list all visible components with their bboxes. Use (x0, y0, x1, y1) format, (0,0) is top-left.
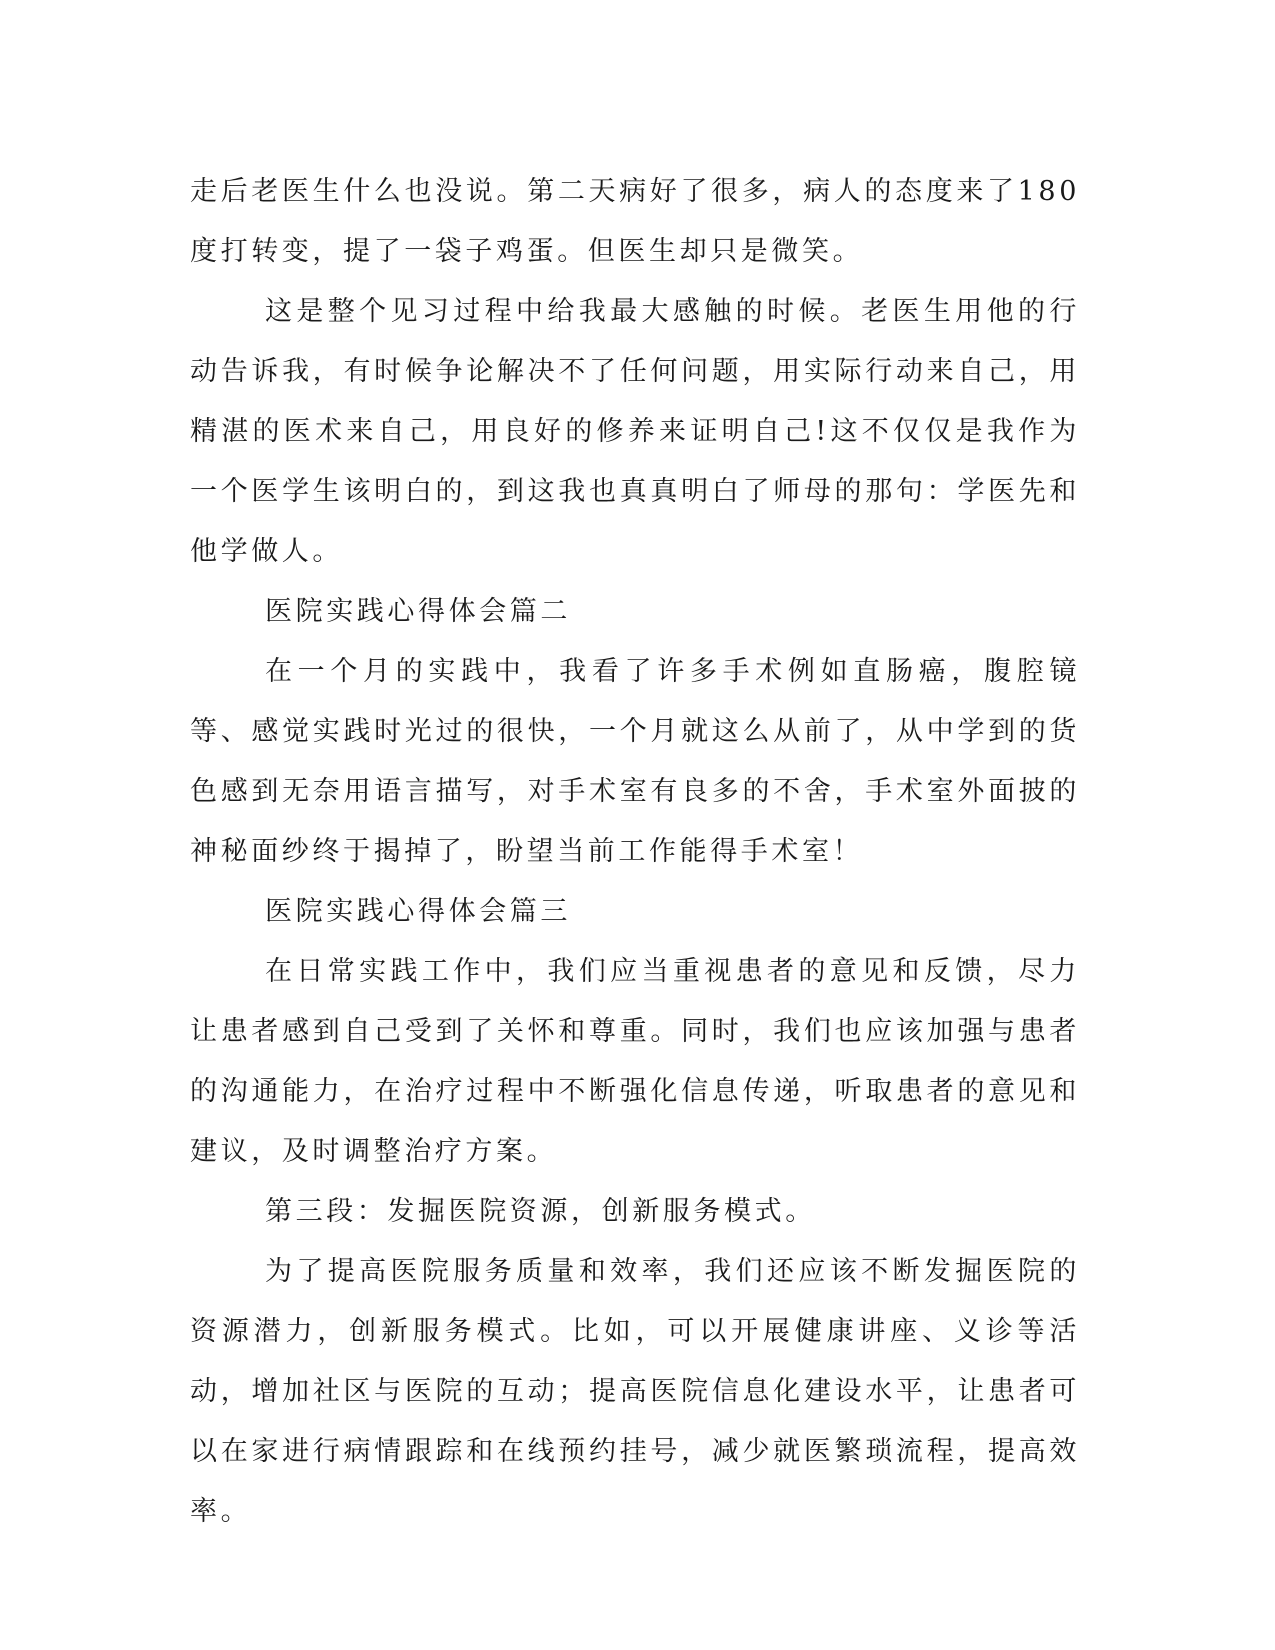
paragraph-reflection: 这是整个见习过程中给我最大感触的时候。老医生用他的行动告诉我，有时候争论解决不了任何问题，用实际行动来自己，用精湛的医术来自己，用良好的修养来证明自己!这不仅仅是我作为一个医学生该明白的，到这我也真真明白了师母的那句：学医先和他学做人。 (190, 296, 1080, 567)
paragraph-continuation: 走后老医生什么也没说。第二天病好了很多，病人的态度来了180度打转变，提了一袋子鸡蛋。但医生却只是微笑。 (190, 176, 1080, 267)
section-heading-part-three: 医院实践心得体会篇三 (265, 896, 571, 927)
paragraph-service-innovation: 为了提高医院服务质量和效率，我们还应该不断发掘医院的资源潜力，创新服务模式。比如，可以开展健康讲座、义诊等活动，增加社区与医院的互动；提高医院信息化建设水平，让患者可以在家进行病情跟踪和在线预约挂号，减少就医繁琐流程，提高效率。 (190, 1256, 1080, 1527)
document-body (190, 162, 1080, 1542)
section-heading-third-segment: 第三段：发掘医院资源，创新服务模式。 (265, 1196, 816, 1227)
section-heading-part-two: 医院实践心得体会篇二 (265, 596, 571, 627)
paragraph-patient-feedback: 在日常实践工作中，我们应当重视患者的意见和反馈，尽力让患者感到自己受到了关怀和尊重。同时，我们也应该加强与患者的沟通能力，在治疗过程中不断强化信息传递，听取患者的意见和建议，及时调整治疗方案。 (190, 956, 1080, 1167)
paragraph-surgery-practice: 在一个月的实践中，我看了许多手术例如直肠癌，腹腔镜等、感觉实践时光过的很快，一个月就这么从前了，从中学到的货色感到无奈用语言描写，对手术室有良多的不舍，手术室外面披的神秘面纱终于揭掉了，盼望当前工作能得手术室！ (190, 656, 1080, 867)
